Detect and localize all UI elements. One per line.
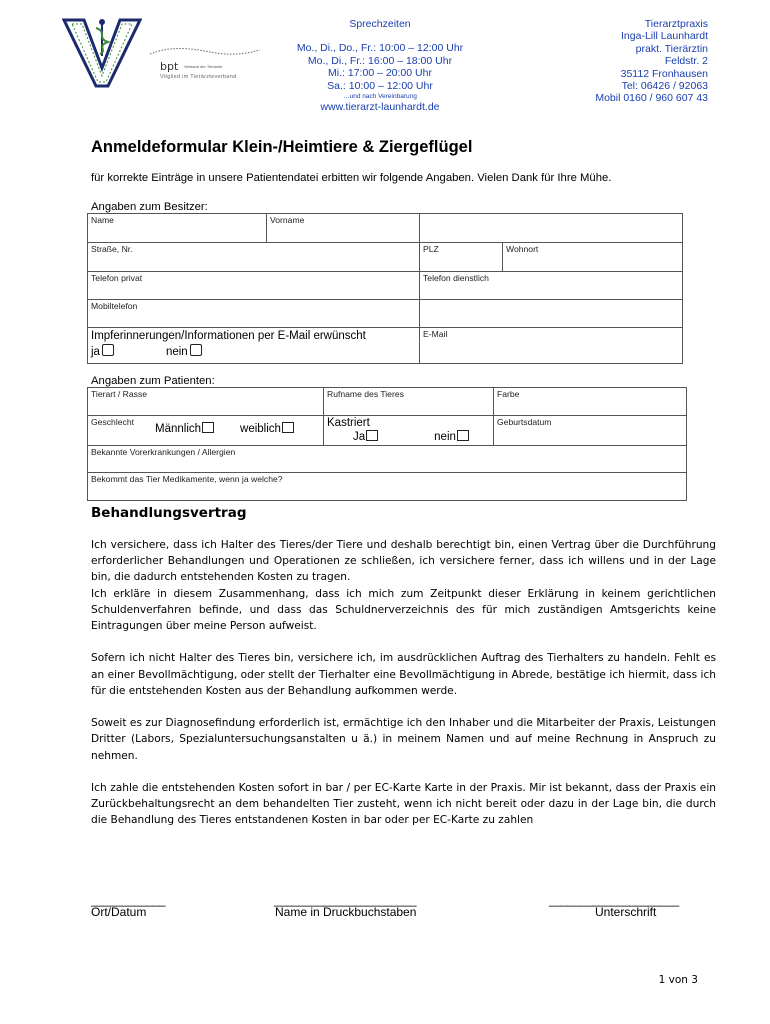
bpt-name: bpt: [160, 60, 179, 73]
website-link[interactable]: www.tierarzt-launhardt.de: [320, 101, 440, 114]
impf-ja-checkbox[interactable]: [102, 344, 114, 356]
kastriert-ja-checkbox[interactable]: [366, 430, 378, 441]
tel-privat-field[interactable]: [88, 272, 420, 300]
address-line: Feldstr. 2: [664, 55, 708, 68]
plz-label: PLZ: [423, 244, 439, 254]
kastriert-label: Kastriert: [327, 417, 370, 429]
weiblich-label: weiblich: [240, 423, 281, 435]
office-hours: [280, 18, 480, 113]
address-line: 35112 Fronhausen: [620, 67, 708, 80]
geschlecht-field: [88, 416, 324, 446]
strasse-label: Straße, Nr.: [91, 244, 133, 254]
name-druck-label: Name in Druckbuchstaben: [275, 905, 417, 919]
contract-paragraph: Soweit es zur Diagnosefindung erforderlich ist, ermächtige ich den Inhaber und die Mitarbeiter der Praxis, Leistungen Dritter (Labors, Spezialuntersuchungsanstalten u ä.) in meinem Namen und auf meine Rechnung in Anspruch zu nehmen.: [91, 717, 716, 762]
bpt-logo: [150, 46, 262, 86]
hours-title: Sprechzeiten: [349, 18, 411, 30]
mobil-label: Mobiltelefon: [91, 301, 138, 311]
contract-paragraph: Ich erkläre in diesem Zusammenhang, dass ich mich zum Zeitpunkt dieser Erklärung in keinem gerichtlichen Schuldenverfahren befinde, und dass das Schuldnerverzeichnis des für mich zuständigen Amtsgerichts keine Eintragungen über meine Person aufweist.: [91, 587, 716, 633]
page-number: 1 von 3: [658, 974, 698, 986]
farbe-field[interactable]: [494, 388, 687, 416]
address-line: Mobil 0160 / 960 607 43: [595, 92, 708, 105]
impf-label: Impferinnerungen/Informationen per E-Mail erwünscht: [91, 330, 366, 342]
unterschrift-line[interactable]: _____________________: [549, 893, 679, 907]
impf-nein-label: nein: [165, 346, 188, 358]
kastriert-nein-checkbox[interactable]: [457, 430, 469, 441]
name-label: Name: [91, 215, 114, 225]
vorname-label: Vorname: [270, 215, 305, 225]
rufname-field[interactable]: [324, 388, 494, 416]
hours-line: Mo., Di., Fr.: 16:00 – 18:00 Uhr: [307, 54, 453, 67]
address-line: Tierarztpraxis: [644, 18, 708, 30]
tierart-field[interactable]: [88, 388, 324, 416]
ort-datum-line[interactable]: ____________: [91, 893, 166, 907]
maennlich-checkbox[interactable]: [202, 422, 214, 433]
wohnort-field[interactable]: [503, 243, 683, 272]
vorname-field[interactable]: [267, 214, 420, 243]
kastriert-field: [324, 416, 494, 446]
geburtsdatum-field[interactable]: [494, 416, 687, 446]
wohnort-label: Wohnort: [506, 244, 539, 254]
blank-field[interactable]: [420, 300, 683, 328]
contract-paragraph: Ich zahle die entstehenden Kosten sofort in bar / per EC-Karte Karte in der Praxis. Mir ist bekannt, dass der Praxis ein Zurückbehaltungsrecht an dem behandelten Tier zusteht, wenn ich nicht bereit oder dazu in der Lage bin, die durch die Behandlung des Tieres entstandenen Kosten in bar oder per EC-Karte zu zahlen: [91, 782, 716, 827]
patient-table: [87, 387, 687, 501]
hours-line: Mi.: 17:00 – 20:00 Uhr: [328, 67, 432, 80]
unterschrift-label: Unterschrift: [595, 905, 657, 919]
tierart-label: Tierart / Rasse: [91, 389, 148, 399]
contract-paragraph: Sofern ich nicht Halter des Tieres bin, versichere ich, im ausdrücklichen Auftrag des Tierhalters zu handeln. Fehlt es an einer Bevollmächtigung, oder stellt der Tierhalter eine Bevollmächtigung in Abrede, bestätige ich hiermit, dass ich für die entstehenden Kosten aus der Behandlung aufkommen werde.: [91, 652, 716, 697]
kastriert-nein-label: nein: [434, 431, 456, 443]
medikamente-label: Bekommt das Tier Medikamente, wenn ja welche?: [91, 474, 283, 484]
email-label: E-Mail: [423, 329, 448, 339]
plz-field[interactable]: [420, 243, 503, 272]
impf-ja-label: ja: [91, 346, 100, 358]
contract-paragraph: Ich versichere, dass ich Halter des Tieres/der Tiere und deshalb berechtigt bin, einen Vertrag über die Durchführung erforderlicher Behandlungen und Operationen ze schließen, ich versichere ferner, dass ich willens und in der Lage bin, die dadurch entstehenden Kosten zu tragen.: [91, 539, 716, 584]
vorerkrankungen-label: Bekannte Vorerkrankungen / Allergien: [91, 447, 236, 457]
impf-field: [88, 328, 420, 364]
email-field[interactable]: [420, 328, 683, 364]
practice-logo: [62, 16, 142, 88]
strasse-field[interactable]: [88, 243, 420, 272]
maennlich-label: Männlich: [155, 423, 202, 435]
medikamente-field[interactable]: [88, 473, 687, 501]
patient-section-label: Angaben zum Patienten:: [91, 375, 215, 387]
name-druck-line[interactable]: _______________________: [274, 893, 416, 907]
ort-datum-label: Ort/Datum: [91, 905, 147, 919]
form-title: Anmeldeformular Klein-/Heimtiere & Ziergeflügel: [91, 138, 473, 156]
tel-dienst-label: Telefon dienstlich: [423, 273, 489, 283]
address-line: Tel: 06426 / 92063: [621, 80, 708, 93]
tel-privat-label: Telefon privat: [91, 273, 143, 283]
vorerkrankungen-field[interactable]: [88, 446, 687, 473]
address-line: prakt. Tierärztin: [635, 42, 708, 55]
hours-note: …und nach Vereinbarung: [343, 93, 417, 101]
hours-line: Sa.: 10:00 – 12:00 Uhr: [327, 79, 433, 92]
geburtsdatum-label: Geburtsdatum: [497, 417, 552, 427]
blank-field[interactable]: [420, 214, 683, 243]
bpt-tagline: Verband der Tierärzte: [184, 64, 223, 69]
intro-text: für korrekte Einträge in unsere Patientendatei erbitten wir folgende Angaben. Vielen Dank für Ihre Mühe.: [91, 172, 612, 184]
impf-nein-checkbox[interactable]: [190, 344, 202, 356]
mobil-field[interactable]: [88, 300, 420, 328]
contract-body: [91, 537, 716, 845]
bpt-sub: Vitglied im Tierärzteverband: [160, 74, 237, 80]
address-line: Inga-Lill Launhardt: [621, 30, 708, 43]
owner-section-label: Angaben zum Besitzer:: [91, 201, 208, 213]
kastriert-ja-label: Ja: [353, 431, 366, 443]
hours-line: Mo., Di., Do., Fr.: 10:00 – 12:00 Uhr: [296, 42, 464, 55]
contract-title: Behandlungsvertrag: [91, 505, 247, 521]
practice-address: [595, 18, 708, 105]
geschlecht-label: Geschlecht: [91, 417, 134, 427]
farbe-label: Farbe: [497, 389, 520, 399]
name-field[interactable]: [88, 214, 267, 243]
rufname-label: Rufname des Tieres: [327, 389, 404, 399]
tel-dienst-field[interactable]: [420, 272, 683, 300]
weiblich-checkbox[interactable]: [282, 422, 294, 433]
owner-table: [87, 213, 683, 364]
